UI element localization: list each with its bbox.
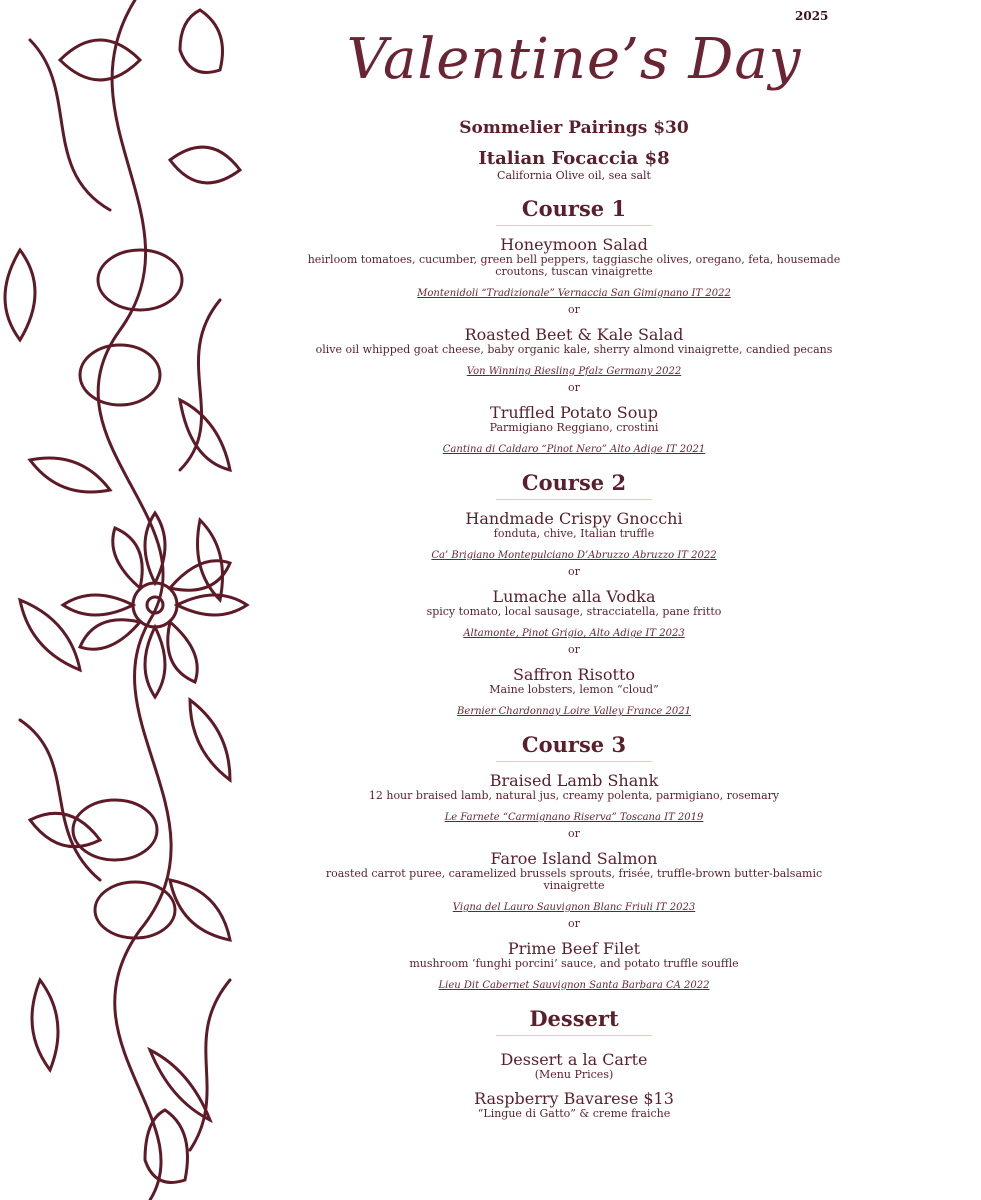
dessert-description: (Menu Prices) (534, 1068, 614, 1081)
dish-name: Saffron Risotto (512, 665, 636, 684)
dish-description: heirloom tomatoes, cucumber, green bell peppers, taggiasche olives, oregano, feta, housemade croutons, tuscan vinaigrette (307, 253, 841, 278)
dish-name: Faroe Island Salmon (490, 849, 658, 868)
wine-pairing: Cantina di Caldaro “Pinot Nero” Alto Adige IT 2021 (442, 444, 706, 455)
or-separator: or (568, 381, 580, 394)
menu-year: 2025 (795, 9, 829, 23)
divider (496, 225, 652, 226)
or-separator: or (568, 917, 580, 930)
wine-pairing: Ca’ Brigiano Montepulciano D’Abruzzo Abruzzo IT 2022 (431, 550, 717, 561)
or-separator: or (568, 303, 580, 316)
menu-column (300, 0, 848, 1120)
dish-description: fonduta, chive, Italian truffle (493, 527, 655, 540)
starter-description: California Olive oil, sea salt (497, 169, 651, 182)
wine-pairing: Le Farnete “Carmignano Riserva” Toscana IT 2019 (444, 812, 704, 823)
dish-name: Honeymoon Salad (500, 235, 648, 254)
dessert-title: Dessert (529, 1006, 619, 1031)
menu-title: Valentine’s Day (346, 27, 802, 92)
wine-pairing: Von Winning Riesling Pfalz Germany 2022 (466, 366, 682, 377)
dish-name: Prime Beef Filet (507, 939, 641, 958)
wine-pairing: Bernier Chardonnay Loire Valley France 2021 (457, 706, 691, 717)
dessert-description: “Lingue di Gatto” & creme fraiche (477, 1107, 671, 1120)
or-separator: or (568, 565, 580, 578)
dish-name: Handmade Crispy Gnocchi (465, 509, 683, 528)
dish-description: Maine lobsters, lemon “cloud” (489, 683, 659, 696)
course-2-title: Course 2 (521, 470, 627, 495)
dish-name: Lumache alla Vodka (492, 587, 656, 606)
dish-name: Roasted Beet & Kale Salad (464, 325, 684, 344)
dish-description: olive oil whipped goat cheese, baby organic kale, sherry almond vinaigrette, candied pecans (315, 343, 833, 356)
dish-description: roasted carrot puree, caramelized brussels sprouts, frisée, truffle-brown butter-balsamic vinaigrette (325, 867, 823, 892)
dish-name: Truffled Potato Soup (490, 403, 658, 422)
dish-description: Parmigiano Reggiano, crostini (489, 421, 659, 434)
wine-pairing: Montenidoli “Tradizionale” Vernaccia San Gimignano IT 2022 (417, 288, 731, 299)
course-1-title: Course 1 (521, 196, 627, 221)
dish-description: 12 hour braised lamb, natural jus, creamy polenta, parmigiano, rosemary (368, 789, 780, 802)
or-separator: or (568, 827, 580, 840)
dish-description: mushroom ‘funghi porcini’ sauce, and potato truffle souffle (409, 957, 739, 970)
or-separator: or (568, 643, 580, 656)
dish-description: spicy tomato, local sausage, stracciatella, pane fritto (426, 605, 722, 618)
wine-pairing: Lieu Dit Cabernet Sauvignon Santa Barbara CA 2022 (438, 980, 710, 991)
course-3-title: Course 3 (521, 732, 627, 757)
divider (496, 1035, 652, 1036)
divider (496, 761, 652, 762)
dessert-name: Raspberry Bavarese $13 (474, 1089, 674, 1108)
wine-pairing: Altamonte, Pinot Grigio, Alto Adige IT 2023 (463, 628, 685, 639)
sommelier-pairings: Sommelier Pairings $30 (459, 118, 689, 138)
divider (496, 499, 652, 500)
starter-name: Italian Focaccia $8 (478, 148, 670, 169)
dessert-name: Dessert a la Carte (500, 1050, 648, 1069)
floral-border-illustration (0, 0, 250, 1200)
dish-name: Braised Lamb Shank (489, 771, 659, 790)
wine-pairing: Vigna del Lauro Sauvignon Blanc Friuli IT 2023 (452, 902, 696, 913)
